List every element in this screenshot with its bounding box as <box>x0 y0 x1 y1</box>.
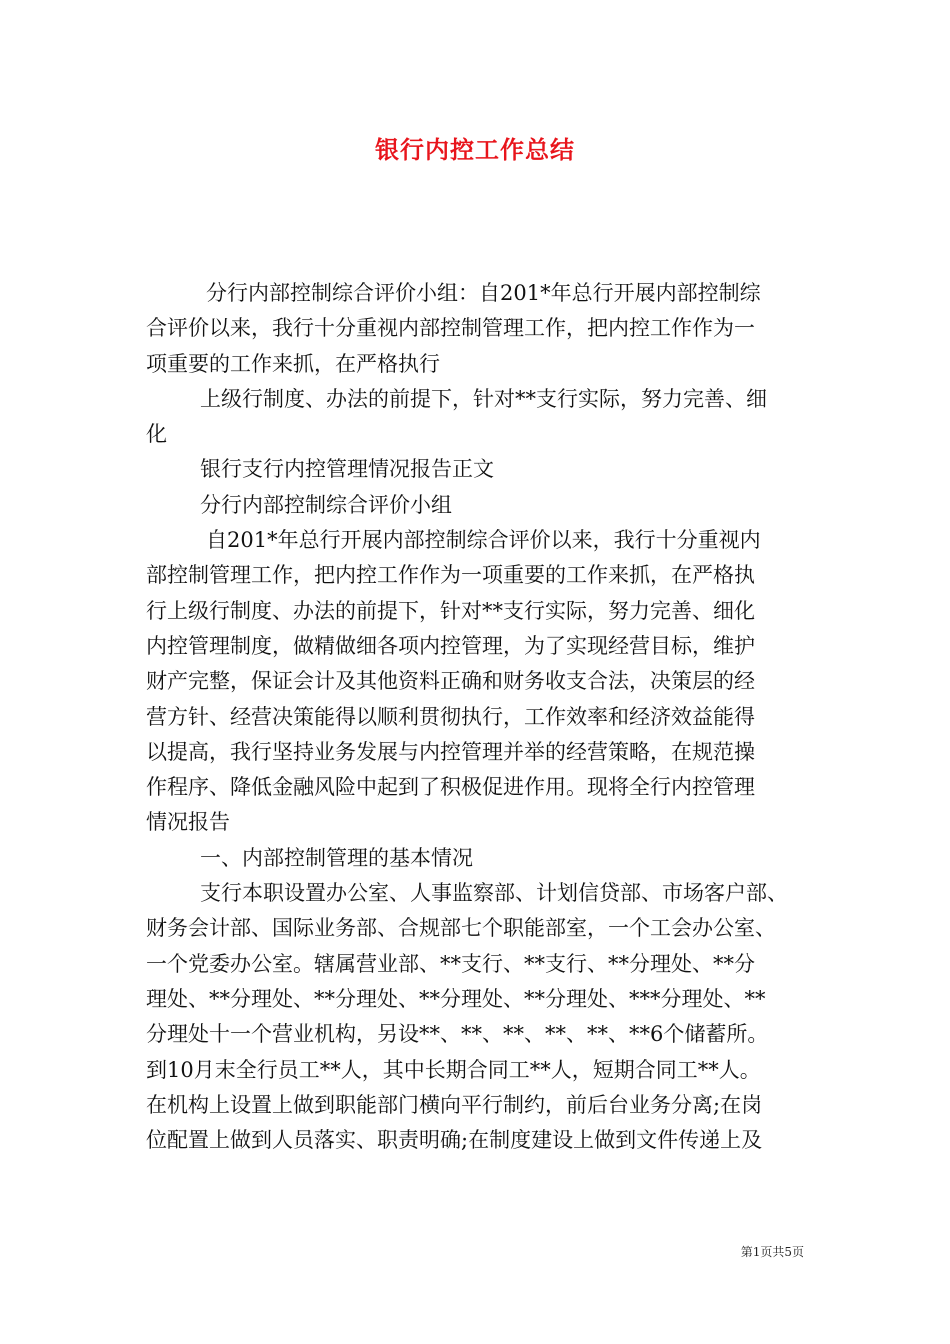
body-line: 在机构上设置上做到职能部门横向平行制约，前后台业务分离;在岗 <box>146 1092 763 1117</box>
body-line: 行上级行制度、办法的前提下，针对**支行实际，努力完善、细化 <box>146 598 755 623</box>
body-line: 财务会计部、国际业务部、合规部七个职能部室，一个工会办公室、 <box>146 916 776 941</box>
body-line: 上级行制度、办法的前提下，针对**支行实际，努力完善、细 <box>200 386 767 411</box>
body-line: 分行内部控制综合评价小组：自201*年总行开展内部控制综 <box>206 281 761 305</box>
body-line: 项重要的工作来抓，在严格执行 <box>146 351 440 376</box>
body-line: 营方针、经营决策能得以顺利贯彻执行，工作效率和经济效益能得 <box>146 704 755 729</box>
body-line: 支行本职设置办公室、人事监察部、计划信贷部、市场客户部、 <box>200 881 788 906</box>
body-line: 合评价以来，我行十分重视内部控制管理工作，把内控工作作为一 <box>146 316 755 341</box>
body-line: 作程序、降低金融风险中起到了积极促进作用。现将全行内控管理 <box>146 775 755 800</box>
body-line: 理处、**分理处、**分理处、**分理处、**分理处、***分理处、** <box>146 986 766 1011</box>
body-line: 内控管理制度，做精做细各项内控管理，为了实现经营目标，维护 <box>146 633 755 658</box>
body-line: 一个党委办公室。辖属营业部、**支行、**支行、**分理处、**分 <box>146 951 755 976</box>
body-line: 情况报告 <box>146 810 230 835</box>
body-line: 分行内部控制综合评价小组 <box>200 492 452 517</box>
page-number: 第1页共5页 <box>740 1245 804 1259</box>
body-line: 到10月末全行员工**人，其中长期合同工**人，短期合同工**人。 <box>146 1057 761 1082</box>
body-line: 位配置上做到人员落实、职责明确;在制度建设上做到文件传递上及 <box>146 1128 763 1153</box>
document-body <box>146 276 810 1158</box>
body-line: 以提高，我行坚持业务发展与内控管理并举的经营策略，在规范操 <box>146 739 755 764</box>
document-title: 银行内控工作总结 <box>375 136 575 164</box>
body-line: 部控制管理工作，把内控工作作为一项重要的工作来抓，在严格执 <box>146 563 755 588</box>
body-line: 自201*年总行开展内部控制综合评价以来，我行十分重视内 <box>206 528 761 553</box>
section-heading: 一、内部控制管理的基本情况 <box>200 845 473 870</box>
body-line: 化 <box>146 422 167 447</box>
body-line: 分理处十一个营业机构，另设**、**、**、**、**、**6个储蓄所。 <box>146 1022 769 1047</box>
body-line: 银行支行内控管理情况报告正文 <box>200 457 494 482</box>
body-line: 财产完整，保证会计及其他资料正确和财务收支合法，决策层的经 <box>146 669 755 694</box>
